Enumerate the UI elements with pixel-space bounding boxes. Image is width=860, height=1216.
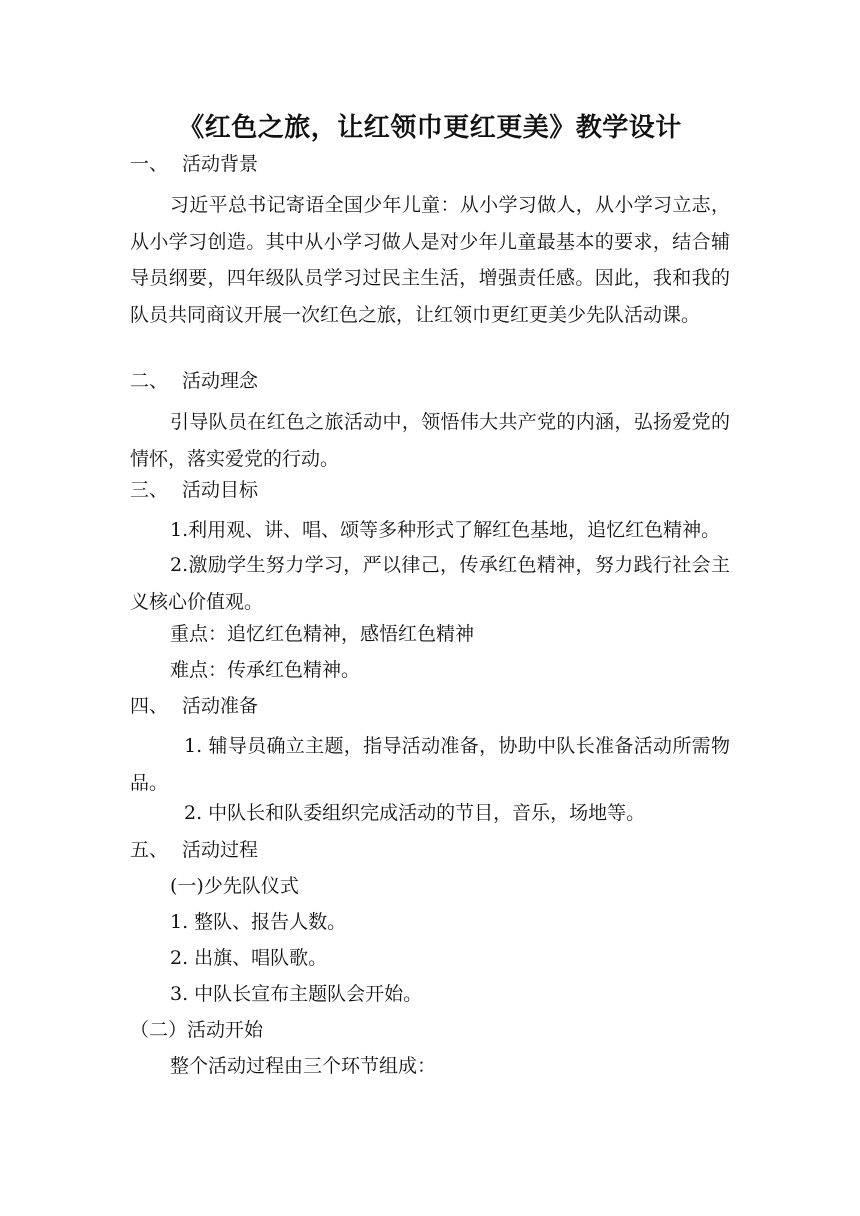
section-title: 活动准备	[182, 695, 259, 717]
paragraph-text: 1.利用观、讲、唱、颂等多种形式了解红色基地，追忆红色精神。	[170, 519, 721, 541]
section-number: 四、	[130, 695, 169, 717]
section-number: 三、	[130, 479, 169, 501]
goal-item-1	[130, 512, 730, 548]
section-heading-background	[130, 152, 258, 176]
difficult-point: 难点：传承红色精神。	[170, 659, 361, 681]
process-subheading-ceremony: (一)少先队仪式	[170, 875, 299, 897]
background-paragraph	[130, 187, 730, 365]
section-heading-preparation	[130, 694, 258, 718]
paragraph-text: 1. 辅导员确立主题，指导活动准备，协助中队长准备活动所需物品。	[130, 735, 730, 794]
prep-item-1	[130, 728, 730, 800]
paragraph-text: 引导队员在红色之旅活动中，领悟伟大共产党的内涵，弘扬爱党的情怀，落实爱党的行动。	[130, 411, 730, 470]
paragraph-text: 2.激励学生努力学习，严以律己，传承红色精神，努力践行社会主义核心价值观。	[130, 554, 730, 613]
section-heading-goals	[130, 478, 258, 502]
goal-item-2	[130, 547, 730, 619]
section-title: 活动过程	[182, 839, 259, 861]
section-heading-process	[130, 838, 258, 862]
section-title: 活动理念	[182, 370, 259, 392]
prep-item-2: 2. 中队长和队委组织完成活动的节目，音乐，场地等。	[184, 802, 646, 824]
section-number: 五、	[130, 839, 169, 861]
process-intro: 整个活动过程由三个环节组成：	[170, 1055, 437, 1077]
process-item-1: 1. 整队、报告人数。	[170, 911, 347, 933]
key-point: 重点：追忆红色精神，感悟红色精神	[170, 623, 475, 645]
section-number: 二、	[130, 370, 169, 392]
process-subheading-start: （二）活动开始	[130, 1019, 264, 1041]
process-item-2: 2. 出旗、唱队歌。	[170, 947, 328, 969]
document-title: 《红色之旅，让红领巾更红更美》教学设计	[178, 113, 682, 143]
process-item-3: 3. 中队长宣布主题队会开始。	[170, 983, 423, 1005]
concept-paragraph	[130, 404, 730, 476]
section-title: 活动目标	[182, 479, 259, 501]
paragraph-text: 习近平总书记寄语全国少年儿童：从小学习做人，从小学习立志，从小学习创造。其中从小学习做人是对少年儿童最基本的要求，结合辅导员纲要，四年级队员学习过民主生活，增强责任感。因此，我和我的队员共同商议开展一次红色之旅，让红领巾更红更美少先队活动课。	[130, 194, 730, 326]
section-number: 一、	[130, 153, 169, 175]
section-title: 活动背景	[182, 153, 259, 175]
section-heading-concept	[130, 369, 258, 393]
